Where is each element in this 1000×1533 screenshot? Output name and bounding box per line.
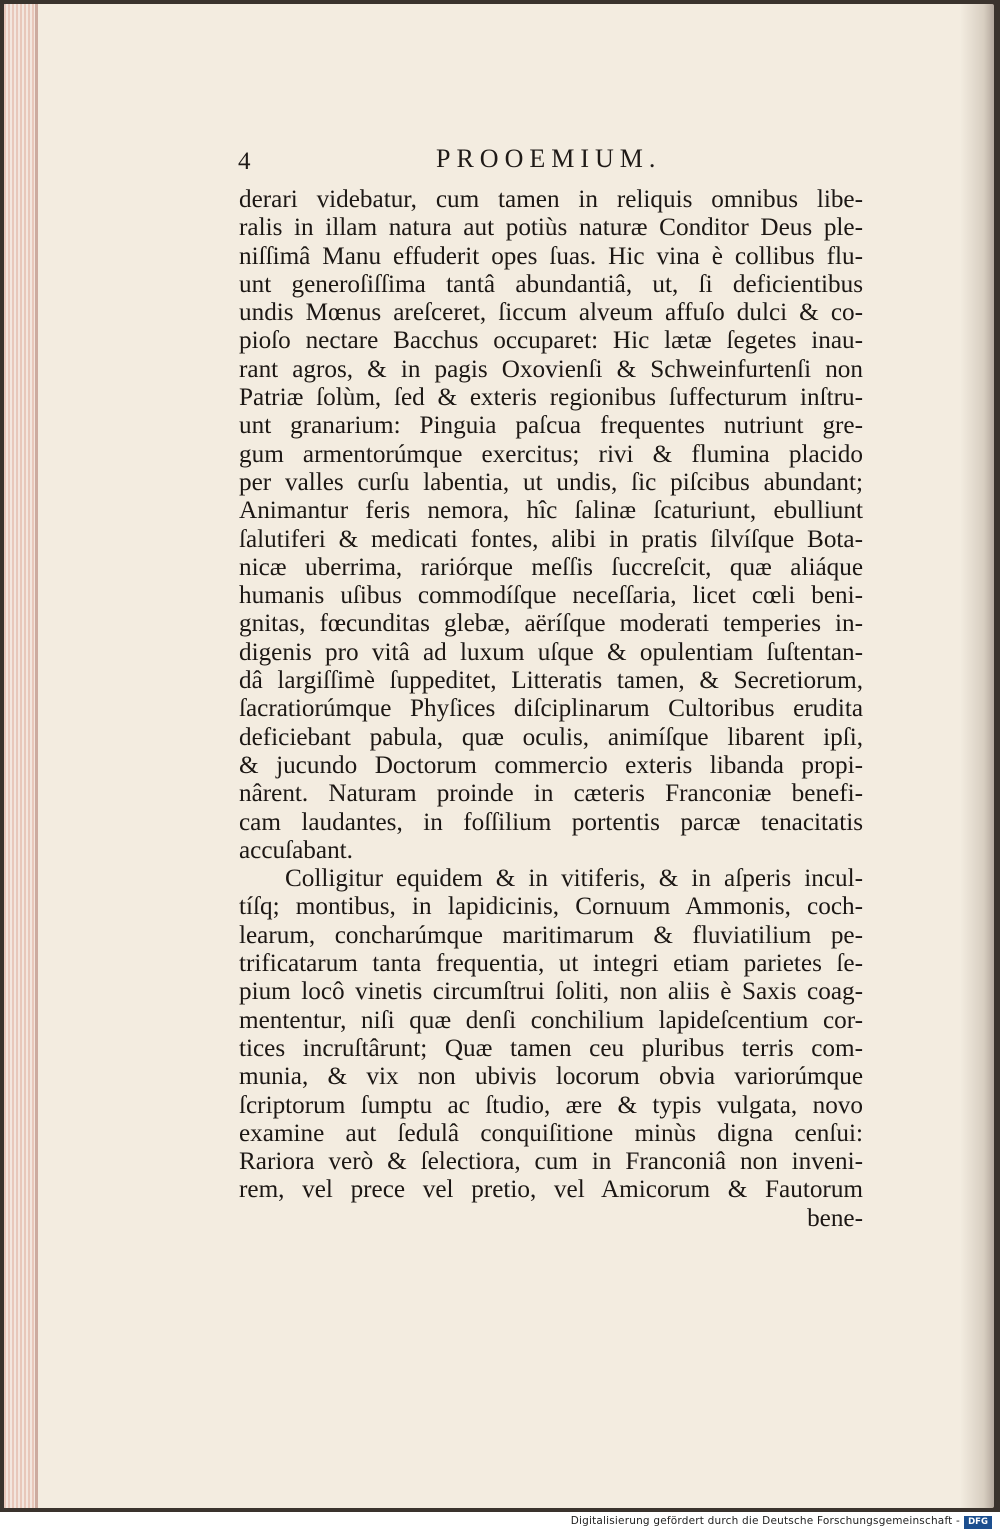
text-line: mententur, niſi quæ denſi conchilium lapideſcentium cor- <box>239 1006 863 1034</box>
text-line: cam laudantes, in foſſilium portentis parcæ tenacitatis <box>239 808 863 836</box>
catchword: bene- <box>807 1204 863 1232</box>
text-line: Animantur feris nemora, hîc ſalinæ ſcaturiunt, ebulliunt <box>239 497 863 525</box>
text-line: niſſimâ Manu effuderit opes ſuas. Hic vina è collibus flu- <box>239 242 863 270</box>
running-head: PROOEMIUM. <box>436 144 662 173</box>
text-line: ſcriptorum ſumptu ac ſtudio, ære & typis vulgata, novo <box>239 1091 863 1119</box>
text-line: rant agros, & in pagis Oxovienſi & Schweinfurtenſi non <box>239 355 863 383</box>
text-line: tices incruſtârunt; Quæ tamen ceu pluribus terris com- <box>239 1034 863 1062</box>
text-line: pioſo nectare Bacchus occuparet: Hic lætæ ſegetes inau- <box>239 327 863 355</box>
text-line: Patriæ ſolùm, ſed & exteris regionibus ſuffecturum inſtru- <box>239 384 863 412</box>
text-line: digenis pro vitâ ad luxum uſque & opulentiam ſuſtentan- <box>239 638 863 666</box>
text-line: deficiebant pabula, quæ oculis, animíſque libarent ipſi, <box>239 723 863 751</box>
dfg-logo: DFG <box>964 1516 992 1529</box>
text-line: rem, vel prece vel pretio, vel Amicorum & Fautorum <box>239 1176 863 1204</box>
text-line: humanis uſibus commodíſque neceſſaria, licet cœli beni- <box>239 582 863 610</box>
text-line: gnitas, fœcunditas glebæ, aëríſque moderati temperies in- <box>239 610 863 638</box>
text-line: undis Mœnus areſceret, ſiccum alveum affuſo dulci & co- <box>239 299 863 327</box>
text-line: per valles curſu labentia, ut undis, ſic piſcibus abundant; <box>239 468 863 496</box>
text-line: Rariora verò & ſelectiora, cum in Franconiâ non inveni- <box>239 1148 863 1176</box>
text-line: dâ largiſſimè ſuppeditet, Litteratis tamen, & Secretiorum, <box>239 667 863 695</box>
footer-bar <box>0 1512 1000 1533</box>
text-line: & jucundo Doctorum commercio exteris libanda propi- <box>239 751 863 779</box>
text-line: unt granarium: Pinguia paſcua frequentes nutriunt gre- <box>239 412 863 440</box>
page-number: 4 <box>238 148 251 175</box>
text-line: ſalutiferi & medicati fontes, alibi in pratis ſilvíſque Bota- <box>239 525 863 553</box>
text-line: gum armentorúmque exercitus; rivi & flumina placido <box>239 440 863 468</box>
funding-credit: Digitalisierung gefördert durch die Deutsche Forschungsgemeinschaft - <box>570 1515 960 1527</box>
text-line: pium locô vinetis circumſtrui ſoliti, non aliis è Saxis coag- <box>239 978 863 1006</box>
text-line: learum, concharúmque maritimarum & fluviatilium pe- <box>239 921 863 949</box>
text-line: accuſabant. <box>239 836 353 864</box>
text-line: examine aut ſedulâ conquiſitione minùs digna cenſui: <box>239 1119 863 1147</box>
body-text <box>239 186 863 1233</box>
text-line: nicæ uberrima, rariórque meſſis ſuccreſcit, quæ aliáque <box>239 553 863 581</box>
text-line: ſacratiorúmque Phyſices diſciplinarum Cultoribus erudita <box>239 695 863 723</box>
text-line: nârent. Naturam proinde in cæteris Franconiæ benefi- <box>239 780 863 808</box>
text-line: ralis in illam natura aut potiùs naturæ Conditor Deus ple- <box>239 214 863 242</box>
stacked-page-edges <box>4 4 36 1508</box>
text-line: derari videbatur, cum tamen in reliquis omnibus libe- <box>239 186 863 213</box>
text-line: tíſq; montibus, in lapidicinis, Cornuum Ammonis, coch- <box>239 893 863 921</box>
text-line: Colligitur equidem & in vitiferis, & in aſperis incul- <box>285 865 863 893</box>
book-gutter-shadow <box>960 4 994 1508</box>
text-line: unt generoſiſſima tantâ abundantiâ, ut, ſi deficientibus <box>239 270 863 298</box>
text-line: munia, & vix non ubivis locorum obvia variorúmque <box>239 1063 863 1091</box>
text-line: trificatarum tanta frequentia, ut integri etiam parietes ſe- <box>239 950 863 978</box>
